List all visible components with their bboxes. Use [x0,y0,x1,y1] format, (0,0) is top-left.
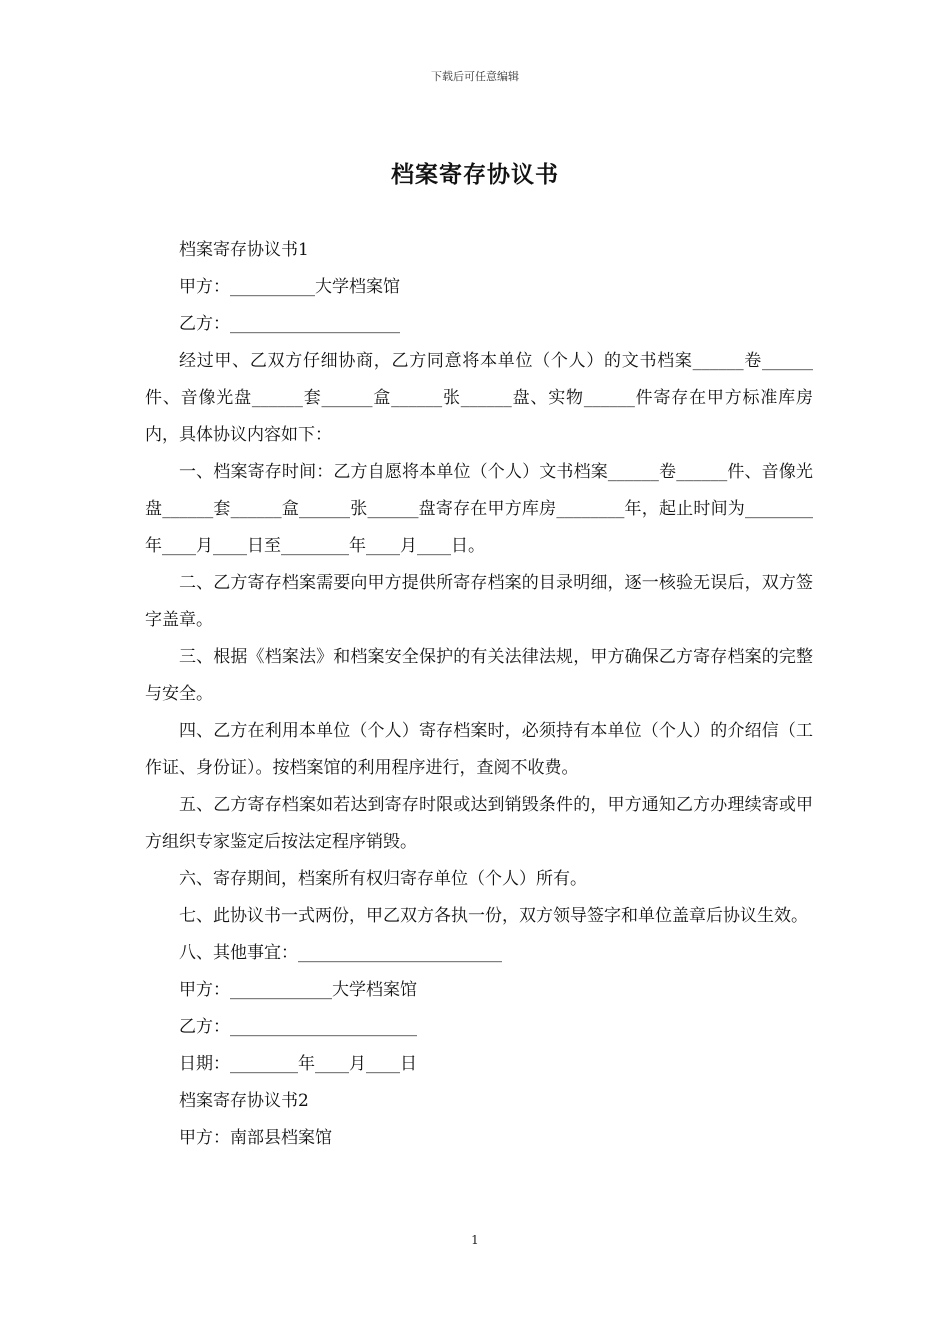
document-title: 档案寄存协议书 [391,161,559,188]
clause-7: 七、此协议书一式两份，甲乙双方各执一份，双方领导签字和单位盖章后协议生效。 [179,906,808,926]
page-header: 下载后可任意编辑 [431,70,519,83]
clause-8: 八、其他事宜：________________________ [179,943,502,963]
party-b-line: 乙方：____________________ [179,314,400,334]
signature-party-a: 甲方：____________大学档案馆 [179,980,417,1000]
section-heading-2: 档案寄存协议书2 [179,1091,309,1111]
page-number: 1 [471,1233,479,1247]
party-a-line-2: 甲方：南部县档案馆 [179,1128,332,1148]
signature-date: 日期：________年____月____日 [179,1054,417,1074]
clause-1: 一、档案寄存时间：乙方自愿将本单位（个人）文书档案______卷______件、音像光盘______套______盒______张______盘寄存在甲方库房________年，起止时间为________年____月____日至________年____月____日。 [145,462,813,556]
clause-6: 六、寄存期间，档案所有权归寄存单位（个人）所有。 [179,869,587,889]
section-heading-1: 档案寄存协议书1 [179,240,309,260]
clause-2: 二、乙方寄存档案需要向甲方提供所寄存档案的目录明细，逐一核验无误后，双方签字盖章。 [145,573,813,630]
intro-paragraph: 经过甲、乙双方仔细协商，乙方同意将本单位（个人）的文书档案______卷______件、音像光盘______套______盒______张______盘、实物______件寄存在甲方标准库房内，具体协议内容如下： [145,351,813,445]
signature-party-b: 乙方：______________________ [179,1017,417,1037]
document-body [145,232,813,1157]
party-a-line: 甲方：__________大学档案馆 [179,277,400,297]
clause-4: 四、乙方在利用本单位（个人）寄存档案时，必须持有本单位（个人）的介绍信（工作证、身份证）。按档案馆的利用程序进行，查阅不收费。 [145,721,813,778]
clause-3: 三、根据《档案法》和档案安全保护的有关法律法规，甲方确保乙方寄存档案的完整与安全。 [145,647,813,704]
clause-5: 五、乙方寄存档案如若达到寄存时限或达到销毁条件的，甲方通知乙方办理续寄或甲方组织专家鉴定后按法定程序销毁。 [145,795,813,852]
